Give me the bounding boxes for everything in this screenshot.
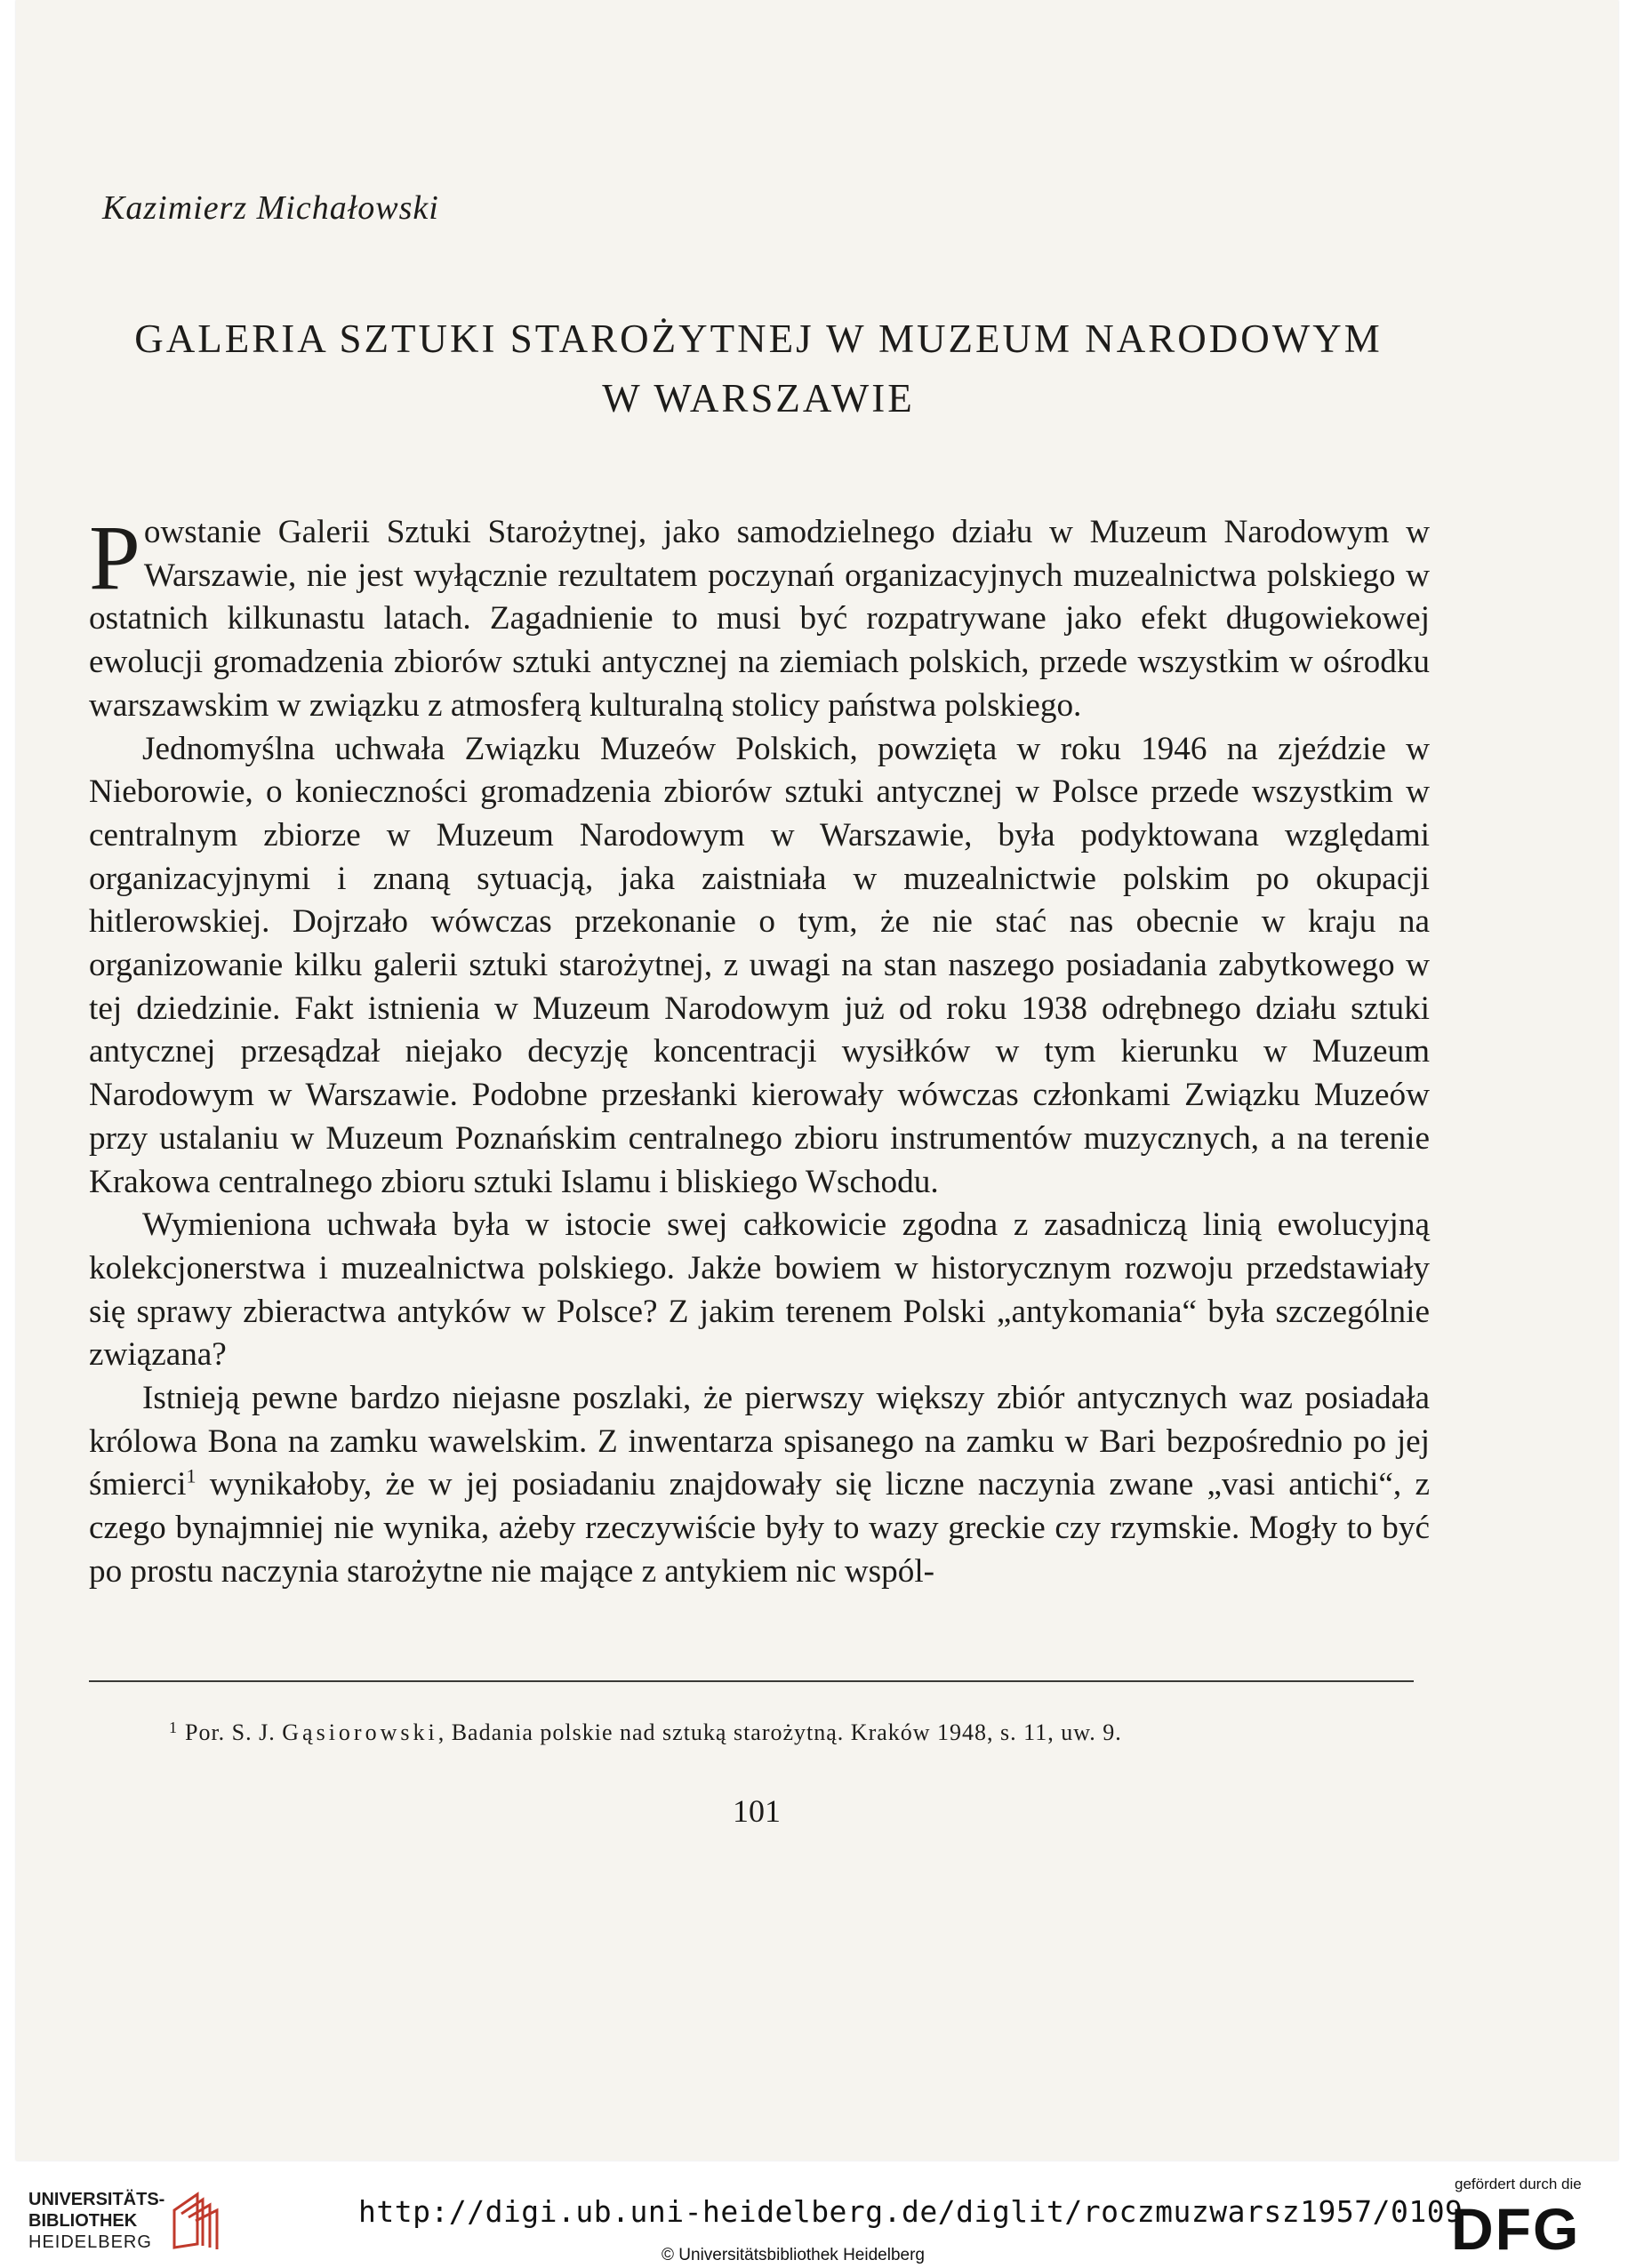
- paragraph-4-text-a: Istnieją pewne bardzo niejasne poszlaki, że pierwszy większy zbiór antycznych waz posiadała królowa Bona na zamku wawelskim. Z inwentarza spisanego na zamku w Bari bezpośrednio po jej śmierci: [89, 1380, 1430, 1503]
- library-name: [28, 2189, 164, 2253]
- funding-caption: gefördert durch die: [1455, 2176, 1582, 2192]
- drop-cap: P: [89, 507, 140, 609]
- dfg-logo[interactable]: DFG: [1451, 2196, 1581, 2262]
- scanned-page: [16, 0, 1618, 2160]
- footnote-number: 1: [169, 1719, 178, 1736]
- article-title: [105, 309, 1412, 429]
- paragraph-4: [89, 1377, 1430, 1594]
- paragraph-2: Jednomyślna uchwała Związku Muzeów Polskich, powzięta w roku 1946 na zjeździe w Nieborowie, o konieczności gromadzenia zbiorów sztuki antycznej w Polsce przede wszystkim w centralnym zbiorze w Muzeum Narodowym w Warszawie, była podyktowana względami organizacyjnymi i znaną sytuacją, jaka zaistniała w muzealnictwie polskim po okupacji hitlerowskiej. Dojrzało wówczas przekonanie o tym, że nie stać nas obecnie w kraju na organizowanie kilku galerii sztuki starożytnej, z uwagi na stan naszego posiadania zabytkowego w tej dziedzinie. Fakt istnienia w Muzeum Narodowym już od roku 1938 odrębnego działu sztuki antycznej przesądzał niejako decyzję koncentracji wysiłków w tym kierunku w Muzeum Narodowym w Warszawie. Podobne przesłanki kierowały wówczas członkami Związku Muzeów przy ustalaniu w Muzeum Poznańskim centralnego zbioru instrumentów muzycznych, a na terenie Krakowa centralnego zbioru sztuki Islamu i bliskiego Wschodu.: [89, 730, 1430, 1200]
- library-line-3: HEIDELBERG: [28, 2232, 152, 2252]
- library-emblem-icon: [171, 2191, 222, 2251]
- footnote-divider: [89, 1680, 1414, 1682]
- title-line-2: W WARSZAWIE: [602, 376, 915, 421]
- university-library-logo[interactable]: [28, 2189, 233, 2251]
- footnote: [169, 1719, 1122, 1746]
- author-name: Kazimierz Michałowski: [102, 189, 439, 227]
- paragraph-1-text: owstanie Galerii Sztuki Starożytnej, jako samodzielnego działu w Muzeum Narodowym w Warszawie, nie jest wyłącznie rezultatem poczynań organizacyjnych muzealnictwa polskiego w ostatnich kilkunastu latach. Zagadnienie to musi być rozpatrywane jako efekt długowiekowej ewolucji gromadzenia zbiorów sztuki antycznej na ziemiach polskich, przede wszystkim w ośrodku warszawskim w związku z atmosferą kulturalną stolicy państwa polskiego.: [89, 514, 1430, 724]
- library-line-1: UNIVERSITÄTS-: [28, 2190, 165, 2209]
- footnote-author: Gąsiorowski: [282, 1719, 438, 1745]
- article-body: [89, 507, 1430, 1594]
- paragraph-4-text-b: wynikałoby, że w jej posiadaniu znajdowały się liczne naczynia zwane „vasi antichi“, z czego bynajmniej nie wynika, ażeby rzeczywiście były to wazy greckie czy rzymskie. Mogły to być po prostu naczynia starożytne nie mające z antykiem nic wspól-: [89, 1466, 1430, 1590]
- footnote-reference: 1: [186, 1465, 196, 1488]
- footnote-text-b: , Badania polskie nad sztuką starożytną. Kraków 1948, s. 11, uw. 9.: [437, 1719, 1122, 1745]
- copyright-notice: © Universitätsbibliothek Heidelberg: [662, 2246, 925, 2264]
- library-line-2: BIBLIOTHEK: [28, 2211, 138, 2231]
- title-line-1: GALERIA SZTUKI STAROŻYTNEJ W MUZEUM NARODOWYM: [134, 317, 1383, 361]
- permalink-url[interactable]: http://digi.ub.uni-heidelberg.de/diglit/roczmuzwarsz1957/0109: [358, 2194, 1464, 2229]
- footnote-text-a: Por. S. J.: [185, 1719, 283, 1745]
- page-number: 101: [733, 1793, 781, 1829]
- paragraph-3: Wymieniona uchwała była w istocie swej całkowicie zgodna z zasadniczą linią ewolucyjną kolekcjonerstwa i muzealnictwa polskiego. Jakże bowiem w historycznym rozwoju przedstawiały się sprawy zbieractwa antyków w Polsce? Z jakim terenem Polski „antykomania“ była szczególnie związana?: [89, 1206, 1430, 1374]
- paragraph-1: [89, 507, 1430, 728]
